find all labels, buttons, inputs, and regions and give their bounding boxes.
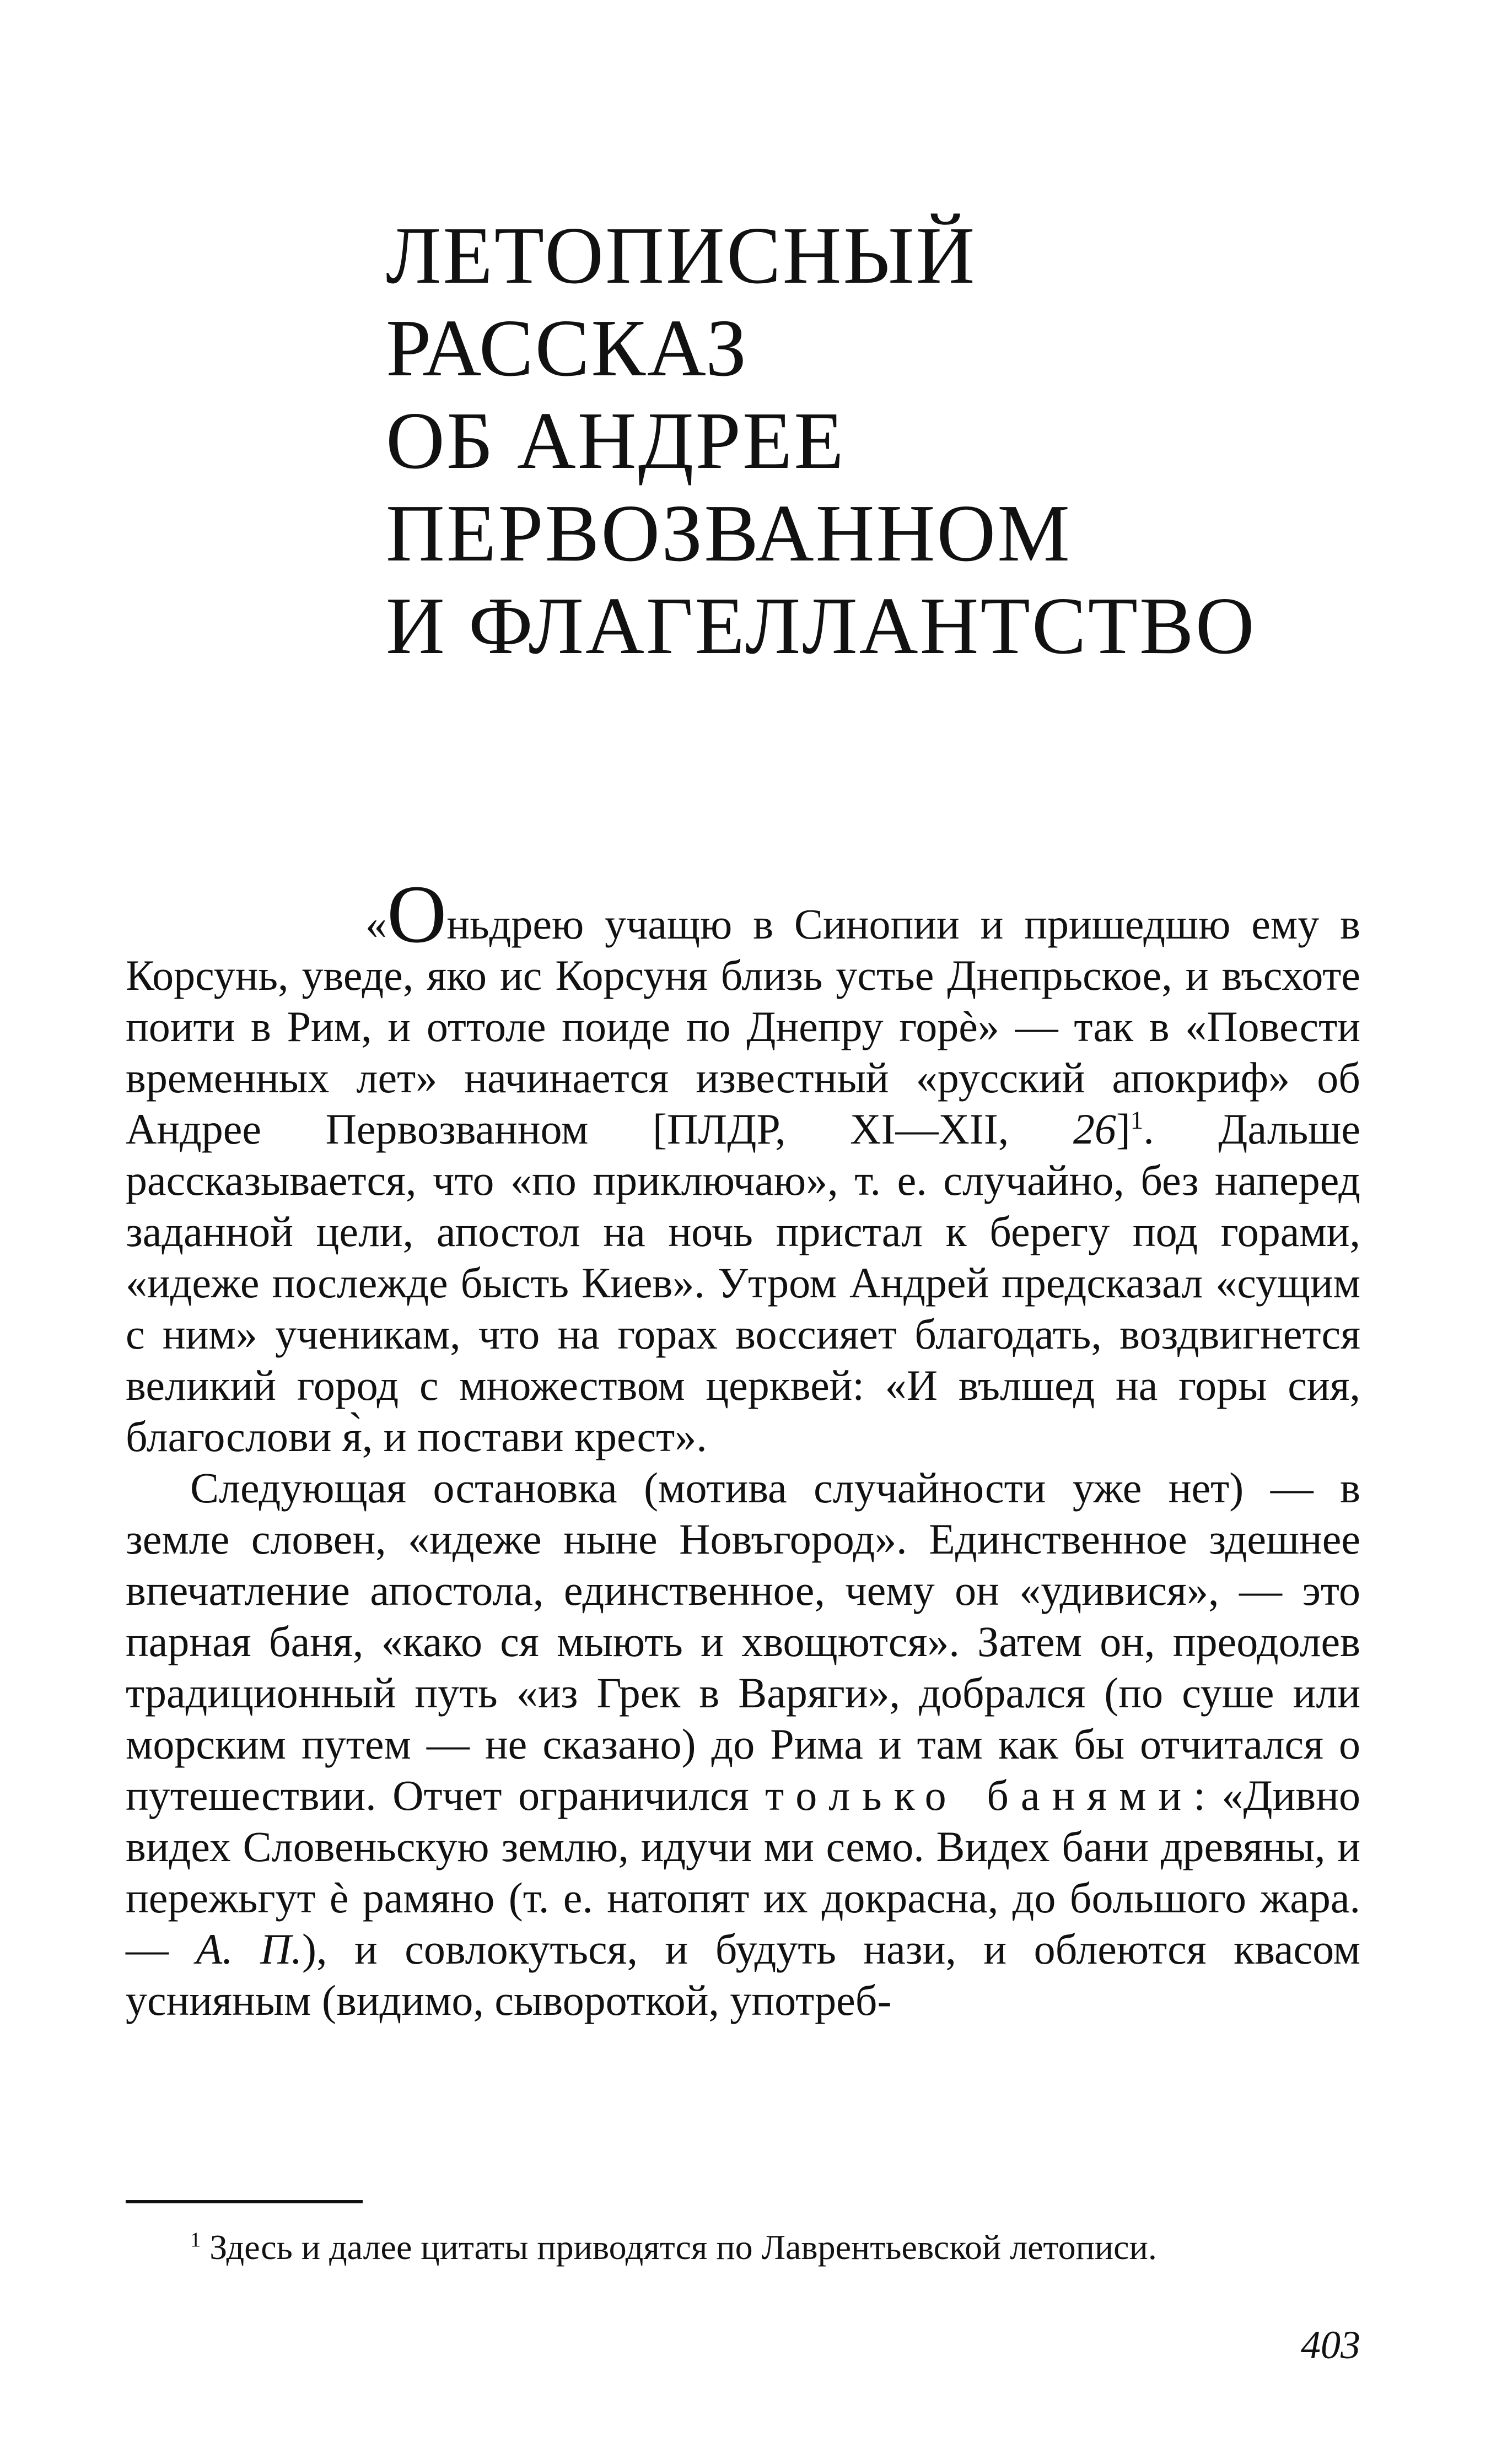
- paragraph-2: [126, 1462, 1360, 2026]
- title-line: И ФЛАГЕЛЛАНТСТВО: [386, 581, 1256, 671]
- page-number: 403: [1301, 2323, 1360, 2367]
- title-line: ПЕРВОЗВАННОМ: [386, 488, 1072, 579]
- citation-close: ]: [1116, 1105, 1131, 1153]
- footnote: [190, 2226, 1360, 2268]
- footnote-text: Здесь и далее цитаты приводятся по Лаврентьевской летописи.: [201, 2228, 1157, 2267]
- drop-cap: О: [387, 869, 447, 960]
- title-line: ЛЕТОПИСНЫЙ: [386, 211, 977, 301]
- footnote-divider: [126, 2200, 363, 2203]
- title-line: РАССКАЗ: [386, 303, 749, 393]
- body-text: [126, 869, 1360, 2026]
- paragraph-1: [126, 869, 1360, 1462]
- paragraph-2-text: Следующая остановка (мотива случайности уже нет) — в земле словен, «идеже ныне Новъгород». Единственное здешнее впечатление апостола, единственное, чему он «удивися», — это парная баня, «како ся мыють и хвощются». Затем он, преодолев традиционный путь «из Грек в Варяги», добрался (по суше или морским путем — не сказано) до Рима и там как бы отчитался о путешествии. Отчет ограничился: [126, 1464, 1360, 1819]
- citation-page: 26: [1073, 1105, 1116, 1153]
- opening-quote: «: [365, 900, 387, 948]
- author-initials: А. П.: [196, 1925, 302, 1973]
- chapter-title: [386, 209, 1406, 672]
- footnote-reference[interactable]: 1: [1130, 1106, 1144, 1135]
- spaced-emphasis: только банями: [765, 1771, 1194, 1819]
- paragraph-1-text-cont: . Дальше рассказывается, что «по приключаю», т. е. случайно, без наперед заданной цели, апостол на ночь пристал к берегу под горами, «идеже послежде бысть Киев». Утром Андрей предсказал «сущим с ним» ученикам, что на горах воссияет благодать, воздвигнется великий город с множеством церквей: «И вълшед на горы сия, благослови я̀, и постави крест».: [126, 1105, 1360, 1460]
- paragraph-2-text-end: ), и совлокуться, и будуть нази, и облеются квасом уснияным (видимо, сывороткой, употреб-: [126, 1925, 1360, 2024]
- paragraph-2-text-cont: : «Дивно видех Словеньскую землю, идучи ми семо. Видех бани древяны, и пережьгут ѐ рамяно (т. е. натопят их докрасна, до большого жара. —: [126, 1771, 1360, 1973]
- footnote-mark: 1: [190, 2228, 201, 2252]
- paragraph-1-text: ньдрею учащю в Синопии и пришедшю ему в Корсунь, уведе, яко ис Корсуня близь устье Днепрьское, и въсхоте поити в Рим, и оттоле поиде по Днепру горѐ» — так в «Повести временных лет» начинается известный «русский апокриф» об Андрее Первозванном [ПЛДР, XI—XII,: [126, 900, 1360, 1153]
- title-line: ОБ АНДРЕЕ: [386, 396, 846, 486]
